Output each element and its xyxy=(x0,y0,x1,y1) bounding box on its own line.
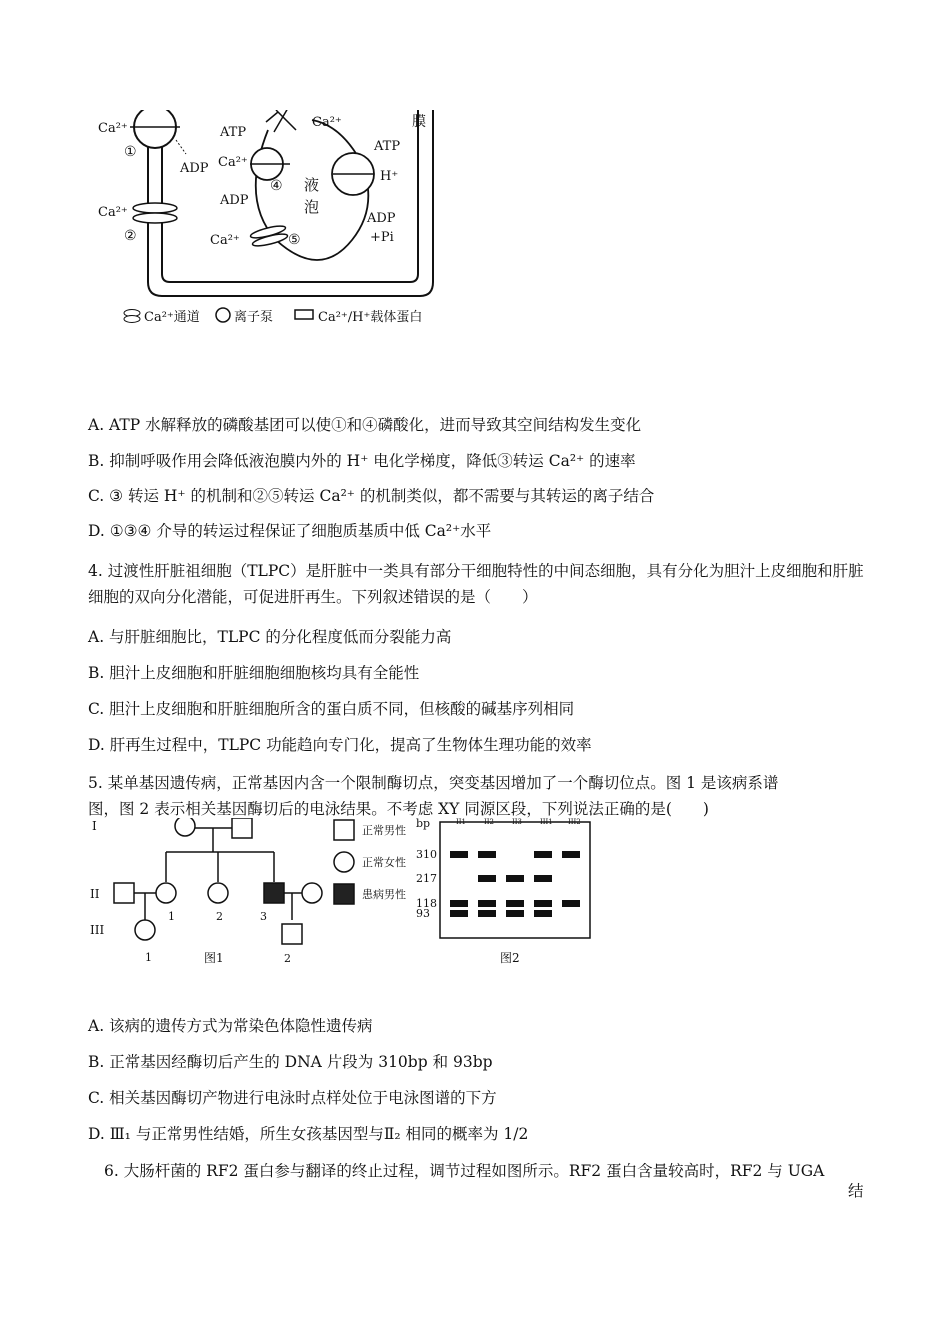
gel-band xyxy=(506,910,524,917)
q4-option-c: C. 胆汁上皮细胞和肝脏细胞所含的蛋白质不同，但核酸的碱基序列相同 xyxy=(88,700,575,718)
svg-text:ADP: ADP xyxy=(367,211,396,226)
svg-text:Ca²⁺: Ca²⁺ xyxy=(98,121,128,136)
svg-text:H⁺: H⁺ xyxy=(380,169,399,184)
q4-option-a: A. 与肝脏细胞比，TLPC 的分化程度低而分裂能力高 xyxy=(88,628,452,646)
marker-5: ⑤ xyxy=(288,232,301,248)
q5-option-c: C. 相关基因酶切产物进行电泳时点样处位于电泳图谱的下方 xyxy=(88,1089,497,1107)
gen-label-2: II xyxy=(90,887,100,901)
gel-band xyxy=(534,900,552,907)
figure2-caption: 图2 xyxy=(500,951,520,965)
legend-normal-male: 正常男性 xyxy=(362,824,406,837)
gel-band xyxy=(562,851,580,858)
ca-transport-figure xyxy=(90,110,490,330)
gel-band xyxy=(450,900,468,907)
pedigree-figure xyxy=(88,817,431,968)
svg-text:膜: 膜 xyxy=(412,114,426,130)
gel-lane-label: II2 xyxy=(484,818,494,826)
svg-text:Ca²⁺通道: Ca²⁺通道 xyxy=(144,310,200,325)
pedigree-num-iii2: 2 xyxy=(284,952,291,965)
gel-band xyxy=(450,851,468,858)
svg-text:Ca²⁺: Ca²⁺ xyxy=(218,155,248,170)
q4-option-d: D. 肝再生过程中，TLPC 功能趋向专门化，提高了生物体生理功能的效率 xyxy=(88,736,592,754)
q5-option-b: B. 正常基因经酶切后产生的 DNA 片段为 310bp 和 93bp xyxy=(88,1053,493,1071)
svg-text:ADP: ADP xyxy=(220,193,249,208)
q5-option-a: A. 该病的遗传方式为常染色体隐性遗传病 xyxy=(88,1017,373,1035)
q4-stem: 4. 过渡性肝脏祖细胞（TLPC）是肝脏中一类具有部分干细胞特性的中间态细胞，具有分化为胆汁上皮细胞和肝脏细胞的双向分化潜能，可促进肝再生。下列叙述错误的是（ ） xyxy=(88,562,864,606)
q3-option-d: D. ①③④ 介导的转运过程保证了细胞质基质中低 Ca²⁺水平 xyxy=(88,522,492,540)
gel-lane-label: II1 xyxy=(456,818,466,826)
svg-text:泡: 泡 xyxy=(304,198,320,216)
gel-size-label: 118 xyxy=(416,897,437,910)
gel-lane-label: II3 xyxy=(512,818,522,826)
q5-option-d: D. Ⅲ₁ 与正常男性结婚，所生女孩基因型与Ⅱ₂ 相同的概率为 1/2 xyxy=(88,1125,529,1143)
gel-unit-label: bp xyxy=(416,817,431,830)
gen-label-1: I xyxy=(92,819,97,833)
svg-text:ADP: ADP xyxy=(180,161,209,176)
svg-text:液: 液 xyxy=(304,176,320,194)
q6-stem-line1: 6. 大肠杆菌的 RF2 蛋白参与翻译的终止过程，调节过程如图所示。RF2 蛋白含量较高时，RF2 与 UGA xyxy=(104,1162,825,1180)
svg-text:离子泵: 离子泵 xyxy=(234,310,274,325)
gel-band xyxy=(478,910,496,917)
legend-affected-male: 患病男性 xyxy=(362,888,406,901)
svg-text:+Pi: +Pi xyxy=(370,230,394,245)
q5-stem-line1: 5. 某单基因遗传病，正常基因内含一个限制酶切点，突变基因增加了一个酶切位点。图 1 是该病系谱 xyxy=(88,774,779,792)
gel-size-label: 217 xyxy=(416,872,437,885)
pedigree-num-ii2: 2 xyxy=(216,910,223,923)
marker-1: ① xyxy=(124,144,137,160)
q4-option-b: B. 胆汁上皮细胞和肝脏细胞细胞核均具有全能性 xyxy=(88,664,420,682)
marker-2: ② xyxy=(124,228,137,244)
gel-lane-label: III1 xyxy=(540,818,553,826)
svg-text:Ca²⁺: Ca²⁺ xyxy=(210,233,240,248)
gen-label-3: III xyxy=(90,923,105,937)
q5-stem-line2: 图，图 2 表示相关基因酶切后的电泳结果。不考虑 XY 同源区段，下列说法正确的是( ) xyxy=(88,800,709,818)
gel-lane-label: III2 xyxy=(568,818,581,826)
gel-band xyxy=(478,900,496,907)
svg-text:Ca²⁺: Ca²⁺ xyxy=(312,115,342,130)
gel-band xyxy=(562,900,580,907)
q3-option-b: B. 抑制呼吸作用会降低液泡膜内外的 H⁺ 电化学梯度，降低③转运 Ca²⁺ 的速率 xyxy=(88,452,636,470)
gel-band xyxy=(534,910,552,917)
gel-band xyxy=(450,910,468,917)
svg-text:ATP: ATP xyxy=(374,139,401,154)
gel-band xyxy=(478,851,496,858)
gel-band xyxy=(506,875,524,882)
svg-text:Ca²⁺/H⁺载体蛋白: Ca²⁺/H⁺载体蛋白 xyxy=(318,310,423,325)
gel-band xyxy=(506,900,524,907)
figure1-caption: 图1 xyxy=(204,951,224,965)
q6-stem-line2: 结 xyxy=(848,1182,864,1200)
svg-text:Ca²⁺: Ca²⁺ xyxy=(98,205,128,220)
q3-option-a: A. ATP 水解释放的磷酸基团可以使①和④磷酸化，进而导致其空间结构发生变化 xyxy=(88,416,642,434)
pedigree-num-ii3: 3 xyxy=(260,910,267,923)
gel-size-label: 310 xyxy=(416,848,437,861)
marker-4: ④ xyxy=(270,178,283,194)
gel-band xyxy=(534,875,552,882)
gel-band xyxy=(478,875,496,882)
legend-normal-female: 正常女性 xyxy=(362,856,406,869)
gel-figure xyxy=(412,814,597,970)
svg-text:ATP: ATP xyxy=(220,125,247,140)
pedigree-num-iii1: 1 xyxy=(145,951,152,964)
q3-option-c: C. ③ 转运 H⁺ 的机制和②⑤转运 Ca²⁺ 的机制类似，都不需要与其转运的离子结合 xyxy=(88,487,655,505)
gel-size-label: 93 xyxy=(416,907,430,920)
gel-band xyxy=(534,851,552,858)
pedigree-num-ii1: 1 xyxy=(168,910,175,923)
